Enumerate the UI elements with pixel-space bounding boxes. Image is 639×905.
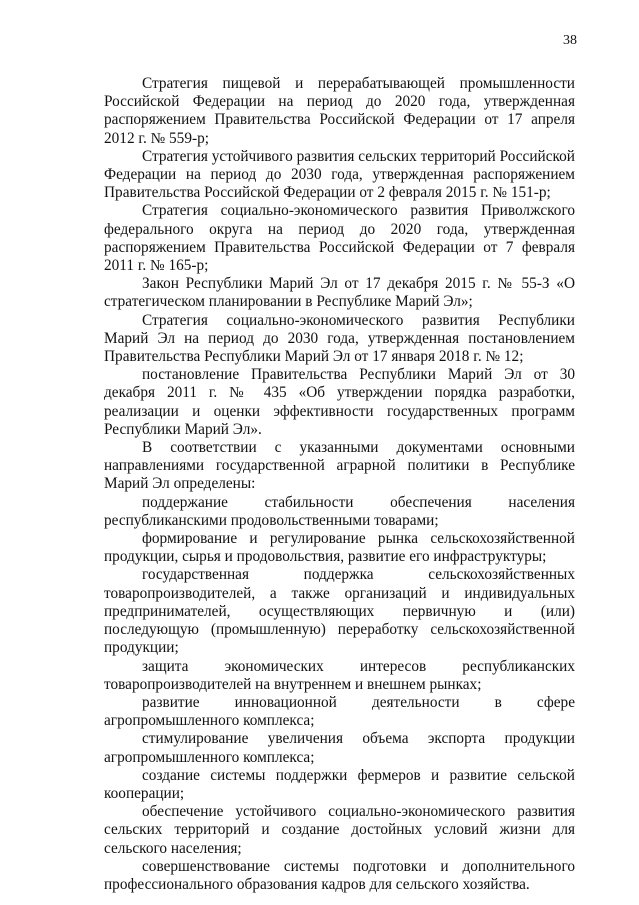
page-number: 38 — [563, 33, 577, 48]
paragraph: создание системы поддержки фермеров и развитие сельской кооперации; — [104, 766, 575, 802]
paragraph: стимулирование увеличения объема экспорта продукции агропромышленного комплекса; — [104, 730, 575, 766]
paragraph: постановление Правительства Республики Марий Эл от 30 декабря 2011 г. № 435 «Об утверждении порядка разработки, реализации и оценки эффективности государственных программ Республики Марий Эл». — [104, 366, 575, 438]
paragraph: защита экономических интересов республиканских товаропроизводителей на внутреннем и внешнем рынках; — [104, 657, 575, 693]
paragraph: обеспечение устойчивого социально-экономического развития сельских территорий и создание достойных условий жизни для сельского населения; — [104, 803, 575, 857]
paragraph: Стратегия социально-экономического развития Приволжского федерального округа на период до 2020 года, утвержденная распоряжением Правительства Российской Федерации от 7 февраля 2011 г. № 165-р; — [104, 202, 575, 275]
paragraph: В соответствии с указанными документами основными направлениями государственной аграрной политики в Республике Марий Эл определены: — [104, 439, 575, 493]
paragraph: Стратегия устойчивого развития сельских территорий Российской Федерации на период до 2030 года, утвержденная распоряжением Правительства Российской Федерации от 2 февраля 2015 г. № 151-р; — [104, 147, 575, 202]
document-body — [104, 75, 575, 894]
paragraph: государственная поддержка сельскохозяйственных товаропроизводителей, а также организаций и индивидуальных предпринимателей, осуществляющих первичную и (или) последующую (промышленную) переработку сельскохозяйственной продукции; — [104, 566, 575, 657]
paragraph: Стратегия социально-экономического развития Республики Марий Эл на период до 2030 года, утвержденная постановлением Правительства Республики Марий Эл от 17 января 2018 г. № 12; — [104, 311, 575, 366]
paragraph: поддержание стабильности обеспечения населения республиканскими продовольственными товарами; — [104, 493, 575, 529]
paragraph: Закон Республики Марий Эл от 17 декабря 2015 г. № 55-З «О стратегическом планировании в Республике Марий Эл»; — [104, 275, 575, 311]
paragraph: совершенствование системы подготовки и дополнительного профессионального образования кадров для сельского хозяйства. — [104, 857, 575, 893]
paragraph: развитие инновационной деятельности в сфере агропромышленного комплекса; — [104, 693, 575, 730]
paragraph: Стратегия пищевой и перерабатывающей промышленности Российской Федерации на период до 2020 года, утвержденная распоряжением Правительства Российской Федерации от 17 апреля 2012 г. № 559-р; — [104, 75, 575, 147]
paragraph: формирование и регулирование рынка сельскохозяйственной продукции, сырья и продовольствия, развитие его инфраструктуры; — [104, 530, 575, 566]
